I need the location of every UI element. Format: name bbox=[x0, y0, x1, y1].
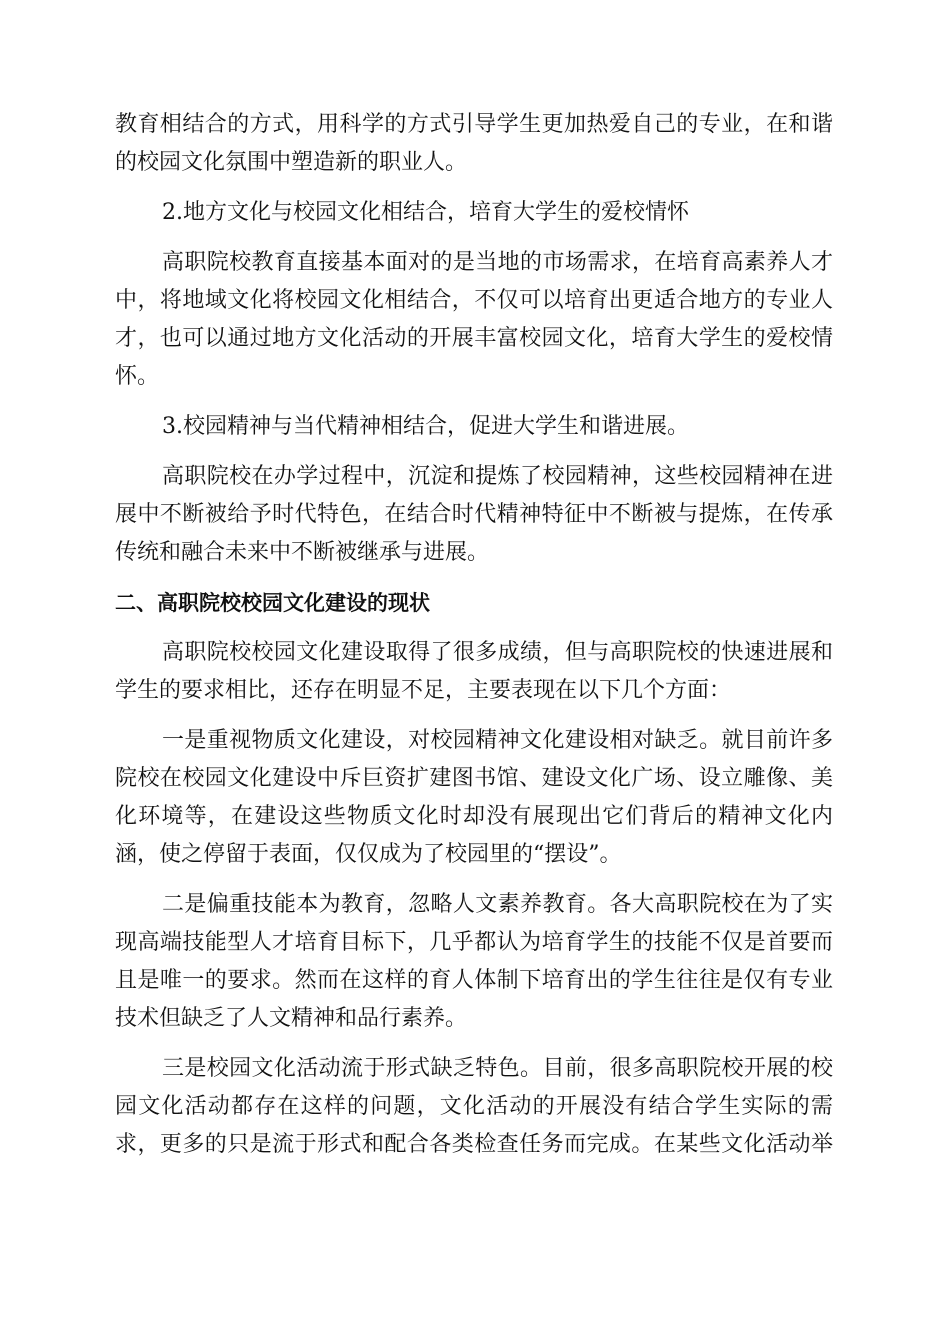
text-line: 现高端技能型人才培育目标下，几乎都认为培育学生的技能不仅是首要而 bbox=[115, 930, 833, 955]
text-line: 高职院校在办学过程中，沉淀和提炼了校园精神，这些校园精神在进 bbox=[162, 464, 833, 489]
text-line: 求，更多的只是流于形式和配合各类检查任务而完成。在某些文化活动举 bbox=[115, 1132, 833, 1157]
subheading-text: 2.地方文化与校园文化相结合，培育大学生的爱校情怀 bbox=[162, 200, 689, 225]
text-line: 高职院校教育直接基本面对的是当地的市场需求，在培育高素养人才 bbox=[162, 250, 833, 275]
text-line: 传统和融合未来中不断被继承与进展。 bbox=[115, 540, 490, 565]
paragraph-point-one bbox=[115, 722, 833, 874]
text-line: 技术但缺乏了人文精神和品行素养。 bbox=[115, 1006, 468, 1031]
paragraph-point-two bbox=[115, 886, 833, 1038]
paragraph-local-culture bbox=[115, 244, 833, 396]
subheading-text: 3.校园精神与当代精神相结合，促进大学生和谐进展。 bbox=[162, 414, 689, 439]
text-line: 一是重视物质文化建设，对校园精神文化建设相对缺乏。就目前许多 bbox=[162, 728, 833, 753]
text-line: 才，也可以通过地方文化活动的开展丰富校园文化，培育大学生的爱校情 bbox=[115, 326, 833, 351]
subheading-3 bbox=[115, 408, 833, 446]
text-line: 展中不断被给予时代特色，在结合时代精神特征中不断被与提炼，在传承 bbox=[115, 502, 833, 527]
document-page bbox=[115, 106, 833, 1176]
subheading-2 bbox=[115, 194, 833, 232]
paragraph-point-three bbox=[115, 1050, 833, 1164]
text-line: 三是校园文化活动流于形式缺乏特色。目前，很多高职院校开展的校 bbox=[162, 1056, 833, 1081]
text-line: 高职院校校园文化建设取得了很多成绩，但与高职院校的快速进展和 bbox=[162, 640, 833, 665]
text-line: 院校在校园文化建设中斥巨资扩建图书馆、建设文化广场、设立雕像、美 bbox=[115, 766, 833, 791]
text-line: 园文化活动都存在这样的问题，文化活动的开展没有结合学生实际的需 bbox=[115, 1094, 833, 1119]
paragraph-status-intro bbox=[115, 634, 833, 710]
text-line: 二是偏重技能本为教育，忽略人文素养教育。各大高职院校在为了实 bbox=[162, 892, 833, 917]
paragraph-campus-spirit bbox=[115, 458, 833, 572]
text-line: 的校园文化氛围中塑造新的职业人。 bbox=[115, 150, 468, 175]
text-line: 教育相结合的方式，用科学的方式引导学生更加热爱自己的专业，在和谐 bbox=[115, 112, 833, 137]
text-line: 怀。 bbox=[115, 364, 160, 389]
text-line: 学生的要求相比，还存在明显不足，主要表现在以下几个方面： bbox=[115, 678, 732, 703]
paragraph-continued bbox=[115, 106, 833, 182]
text-line: 中，将地域文化将校园文化相结合，不仅可以培育出更适合地方的专业人 bbox=[115, 288, 833, 313]
text-line: 且是唯一的要求。然而在这样的育人体制下培育出的学生往往是仅有专业 bbox=[115, 968, 833, 993]
section-heading: 二、高职院校校园文化建设的现状 bbox=[115, 591, 430, 615]
text-line: 涵，使之停留于表面，仅仅成为了校园里的“摆设”。 bbox=[115, 842, 622, 867]
text-line: 化环境等，在建设这些物质文化时却没有展现出它们背后的精神文化内 bbox=[115, 804, 833, 829]
